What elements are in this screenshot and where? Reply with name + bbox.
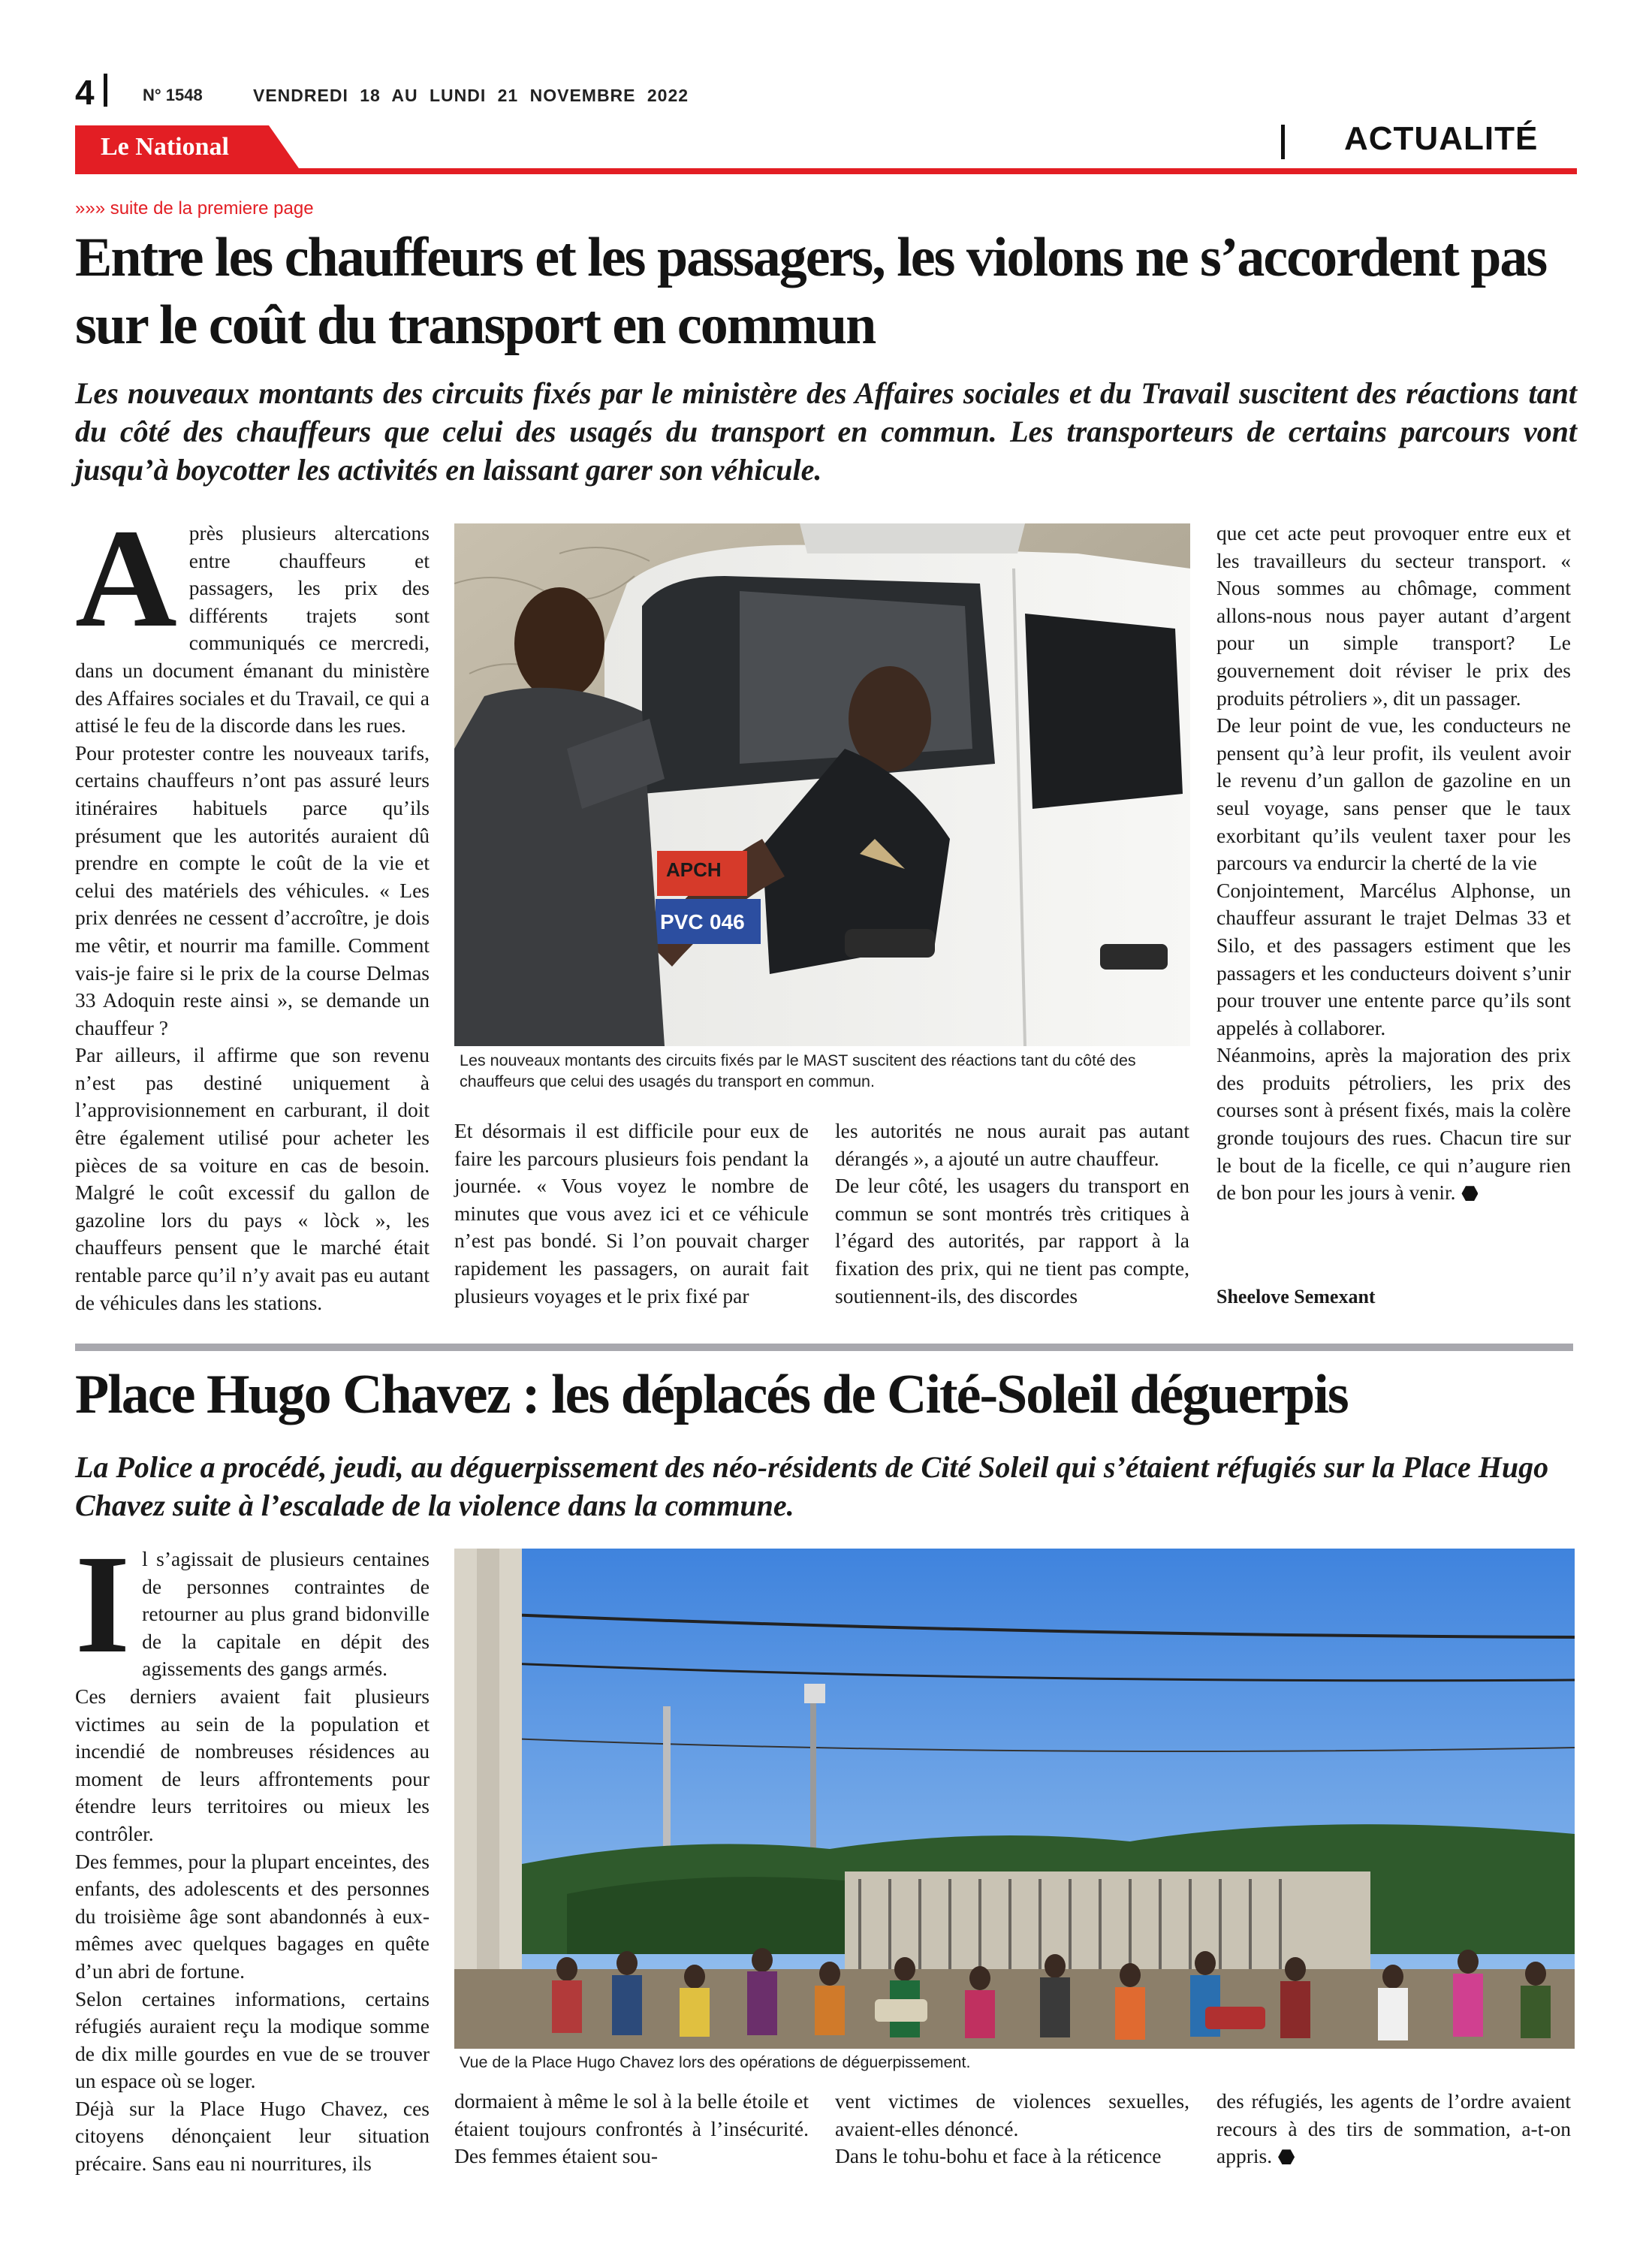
- page-number: 4: [75, 73, 95, 112]
- article1-column-2: [454, 1117, 809, 1310]
- article2-column-4: [1216, 2088, 1571, 2170]
- article2-dropcap: I: [75, 1525, 131, 1682]
- section-divider: [1281, 125, 1285, 159]
- paragraph: près plusieurs altercations entre chauffeurs et passagers, les prix des différents trajets sont communiqués ce mercredi, dans un document émanant du ministère des Affaires sociales et du Travail, ce qui a attisé le feu de la discorde dans les rues.: [75, 521, 430, 737]
- photo-van-driver: [454, 523, 1190, 1046]
- paragraph: [1216, 1042, 1571, 1207]
- brand-name: Le National: [101, 133, 229, 161]
- paragraph: De leur point de vue, les conducteurs ne pensent qu’à leur profit, ils veulent avoir le revenu d’un gallon de gazoline en un seul voyage, sans penser que le taux exorbitant qu’ils veulent taxer pour les parcours va endurcir la cherté de la vie: [1216, 713, 1571, 875]
- article1-column-1: [75, 499, 430, 1317]
- paragraph: les autorités ne nous aurait pas autant dérangés », a ajouté un autre chauffeur.: [835, 1119, 1189, 1170]
- article1-column-4: [1216, 520, 1571, 1207]
- article1-photo: [454, 523, 1190, 1046]
- article2-column-3: [835, 2088, 1189, 2170]
- paragraph: Déjà sur la Place Hugo Chavez, ces citoyens dénonçaient leur situation précaire. Sans eau ni nourritures, ils: [75, 2096, 430, 2176]
- sticker-pvc: PVC: [660, 910, 704, 933]
- paragraph: vent victimes de violences sexuelles, avaient-elles dénoncé.: [835, 2089, 1189, 2140]
- issue-date: VENDREDI 18 AU LUNDI 21 NOVEMBRE 2022: [253, 86, 689, 105]
- paragraph-text: des réfugiés, les agents de l’ordre avaient recours à des tirs de sommation, a-t-on appris.: [1216, 2089, 1571, 2168]
- page-number-divider: [104, 74, 107, 107]
- sticker-number: 046: [710, 910, 745, 933]
- article2-photo: [454, 1549, 1575, 2049]
- paragraph: Ces derniers avaient fait plusieurs victimes au sein de la population et incendié de nombreuses résidences au moment de leurs affrontements pour étendre leurs territoires ou mieux les contrôler.: [75, 1684, 430, 1845]
- paragraph-text: Néanmoins, après la majoration des prix des produits pétroliers, les prix des courses sont à présent fixés, mais la colère gronde toujours des rues. Chacun tire sur le bout de la ficelle, ce qui n’augure rien de bon pour les jours à venir.: [1216, 1043, 1571, 1205]
- article1-column-3: [835, 1117, 1189, 1310]
- end-mark-icon: [1461, 1186, 1478, 1201]
- article1-dropcap: A: [75, 499, 177, 656]
- header-rule: [75, 168, 1577, 174]
- issue-number: N° 1548: [143, 86, 203, 104]
- article1-lead: Les nouveaux montants des circuits fixés par le ministère des Affaires sociales et du Travail suscitent des réactions tant du côté des chauffeurs que celui des usagés du transport en commun. Les transporteurs de certains parcours vont jusqu’à boycotter les activités en laissant garer son véhicule.: [75, 376, 1577, 487]
- paragraph: Pour protester contre les nouveaux tarifs, certains chauffeurs n’ont pas assuré leurs itinéraires habituels parce qu’ils présument que les autorités auraient dû prendre en compte le coût de la vie et celui des matériels des véhicules. « Les prix denrées ne cessent d’accroître, je dois me vêtir, et nourrir ma famille. Comment vais-je faire si le prix de la course Delmas 33 Adoquin reste ainsi », se demande un chauffeur ?: [75, 740, 430, 1039]
- paragraph: De leur côté, les usagers du transport en commun se sont montrés très critiques à l’égard des autorités, par rapport à la fixation des prix, qui ne tient pas compte, soutiennent-ils, des discordes: [835, 1174, 1189, 1307]
- article2-column-2: [454, 2088, 809, 2170]
- section-title: ACTUALITÉ: [1344, 120, 1539, 157]
- paragraph: [1216, 2088, 1571, 2170]
- paragraph: l s’agissait de plusieurs centaines de personnes contraintes de retourner au plus grand bidonville de la capitale en dépit des agissements des gangs armés.: [142, 1547, 430, 1681]
- continued-kicker: »»» suite de la premiere page: [75, 198, 314, 219]
- article1-photo-caption: Les nouveaux montants des circuits fixés par le MAST suscitent des réactions tant du côté des chauffeurs que celui des usagés du transport en commun.: [460, 1051, 1136, 1090]
- sticker-apch: APCH: [666, 858, 722, 881]
- paragraph: Conjointement, Marcélus Alphonse, un chauffeur assurant le trajet Delmas 33 et Silo, et des passagers estiment que les passagers et les conducteurs doivent s’unir pour trouver une entente parce qu’ils sont appelés à collaborer.: [1216, 878, 1571, 1039]
- article1-author: Sheelove Semexant: [1216, 1286, 1376, 1307]
- article2-photo-caption: Vue de la Place Hugo Chavez lors des opérations de déguerpissement.: [460, 2053, 971, 2071]
- paragraph: Selon certaines informations, certains réfugiés auraient reçu la modique somme de dix mille gourdes en vue de se trouver un espace où se loger.: [75, 1986, 430, 2093]
- article2-headline: Place Hugo Chavez : les déplacés de Cité-Soleil déguerpis: [75, 1364, 1348, 1425]
- paragraph: dormaient à même le sol à la belle étoile et étaient toujours confrontés à l’insécurité. Des femmes étaient sou-: [454, 2089, 809, 2168]
- end-mark-icon: [1278, 2149, 1295, 2164]
- paragraph: Dans le tohu-bohu et face à la réticence: [835, 2144, 1162, 2168]
- article-divider: [75, 1344, 1573, 1351]
- paragraph: Des femmes, pour la plupart enceintes, des enfants, des adolescents et des personnes du troisième âge sont abandonnés à eux-mêmes avec quelques bagages en quête d’un abri de fortune.: [75, 1849, 430, 1983]
- photo-place-hugo-chavez: [454, 1549, 1575, 2049]
- article2-column-1: [75, 1525, 430, 2178]
- article1-headline: Entre les chauffeurs et les passagers, les violons ne s’accordent pas sur le coût du transport en commun: [75, 227, 1547, 356]
- paragraph: Et désormais il est difficile pour eux de faire les parcours plusieurs fois pendant la journée. « Vous voyez le nombre de minutes que vous avez ici et ce véhicule n’est pas bondé. Si l’on pouvait charger rapidement les passagers, on aurait fait plusieurs voyages et le prix fixé par: [454, 1119, 809, 1307]
- paragraph: Par ailleurs, il affirme que son revenu n’est pas destiné uniquement à l’approvisionnement en carburant, il doit être également utilisé pour acheter les pièces de sa voiture en cas de besoin. Malgré le coût excessif du gallon de gazoline lors du pays « lòck », les chauffeurs pensent que le marché était rentable parce qu’il n’y avait pas eu autant de véhicules dans les stations.: [75, 1043, 430, 1314]
- paragraph: que cet acte peut provoquer entre eux et les travailleurs du secteur transport. « Nous sommes au chômage, comment allons-nous nous payer autant d’argent pour un simple transport? Le gouvernement doit réviser le prix des produits pétroliers », dit un passager.: [1216, 521, 1571, 710]
- article2-lead: La Police a procédé, jeudi, au déguerpissement des néo-résidents de Cité Soleil qui s’étaient réfugiés sur la Place Hugo Chavez suite à l’escalade de la violence dans la commune.: [75, 1450, 1549, 1522]
